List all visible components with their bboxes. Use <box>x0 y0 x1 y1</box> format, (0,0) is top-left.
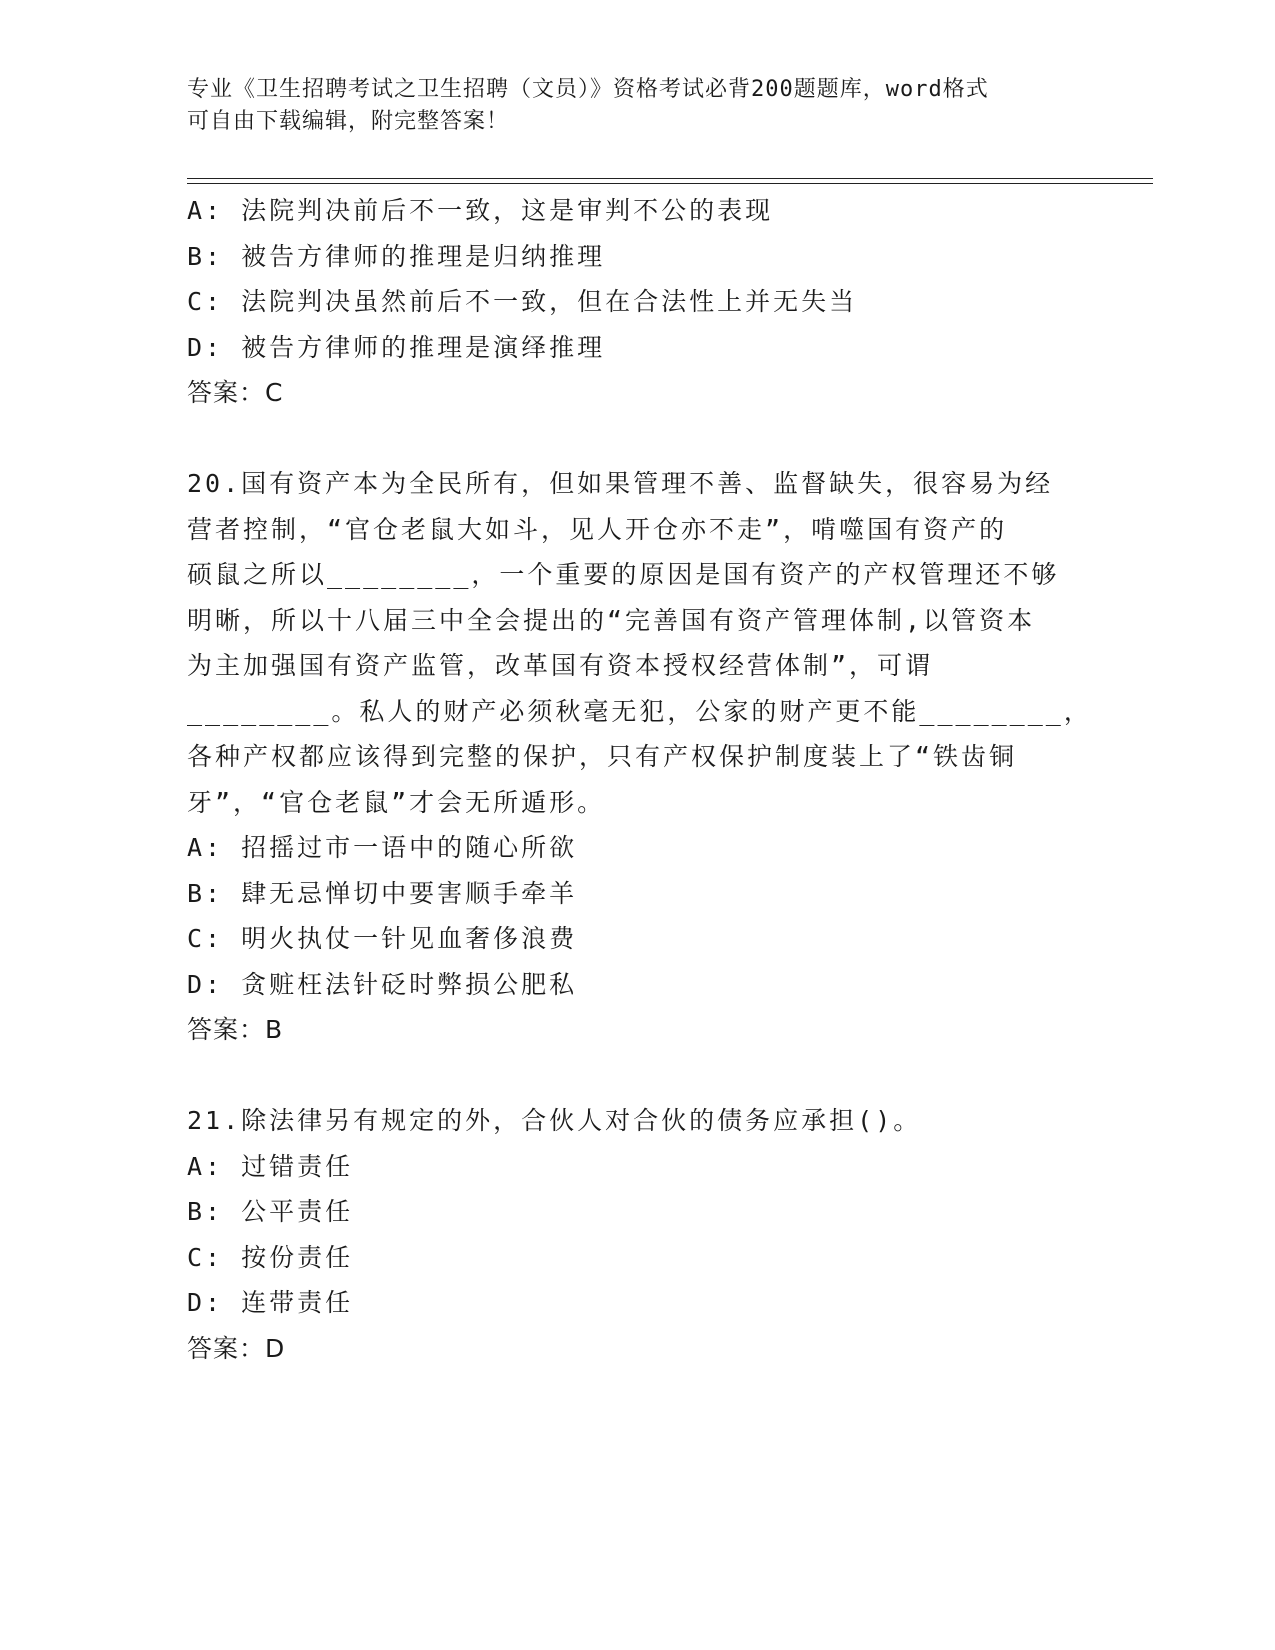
spacer <box>187 416 1087 462</box>
header-divider-bottom <box>187 183 1153 184</box>
stem-line: 各种产权都应该得到完整的保护，只有产权保护制度装上了“铁齿铜 <box>187 742 1018 771</box>
option-a: A: 过错责任 <box>187 1151 354 1181</box>
stem-line: 营者控制，“官仓老鼠大如斗，见人开仓亦不走”，啃噬国有资产的 <box>187 514 1008 544</box>
option-a: A: 法院判决前后不一致，这是审判不公的表现 <box>187 196 774 225</box>
question-stem <box>187 1098 1087 1144</box>
question-21 <box>187 1098 1087 1371</box>
option-c: C: 法院判决虽然前后不一致，但在合法性上并无失当 <box>187 287 858 316</box>
option-c: C: 按份责任 <box>187 1242 354 1272</box>
option-d: D: 贪赃枉法针砭时弊损公肥私 <box>187 969 578 999</box>
stem-line: 20.国有资产本为全民所有，但如果管理不善、监督缺失，很容易为经 <box>187 469 1054 498</box>
question-stem <box>187 461 1092 825</box>
question-20 <box>187 461 1092 1053</box>
stem-line: 牙”，“官仓老鼠”才会无所遁形。 <box>187 787 606 817</box>
stem-line: 21.除法律另有规定的外，合伙人对合伙的债务应承担()。 <box>187 1106 922 1135</box>
question-19 <box>187 188 1087 416</box>
option-b: B: 公平责任 <box>187 1197 354 1226</box>
answer-line: 答案：B <box>187 1015 284 1044</box>
document-body <box>187 188 1092 1371</box>
option-d: D: 被告方律师的推理是演绎推理 <box>187 332 606 362</box>
header-line-1: 专业《卫生招聘考试之卫生招聘（文员）》资格考试必背200题题库，word格式 <box>187 77 989 102</box>
option-c: C: 明火执仗一针见血奢侈浪费 <box>187 924 578 953</box>
answer-line: 答案：D <box>187 1333 286 1363</box>
stem-line: ________。私人的财产必须秋毫无犯，公家的财产更不能________， <box>187 696 1092 726</box>
stem-line: 硕鼠之所以________，一个重要的原因是国有资产的产权管理还不够 <box>187 560 1060 589</box>
option-d: D: 连带责任 <box>187 1288 354 1317</box>
header-line-2: 可自由下载编辑，附完整答案！ <box>187 109 510 134</box>
stem-line: 为主加强国有资产监管，改革国有资本授权经营体制”，可谓 <box>187 651 934 680</box>
stem-line: 明晰，所以十八届三中全会提出的“完善国有资产管理体制,以管资本 <box>187 605 1036 635</box>
option-b: B: 肆无忌惮切中要害顺手牵羊 <box>187 878 578 908</box>
option-a: A: 招摇过市一语中的随心所欲 <box>187 833 578 862</box>
header-divider-top <box>187 178 1153 179</box>
document-header <box>187 74 1087 138</box>
option-b: B: 被告方律师的推理是归纳推理 <box>187 241 606 271</box>
spacer <box>187 1053 1087 1099</box>
answer-line: 答案：C <box>187 378 284 407</box>
